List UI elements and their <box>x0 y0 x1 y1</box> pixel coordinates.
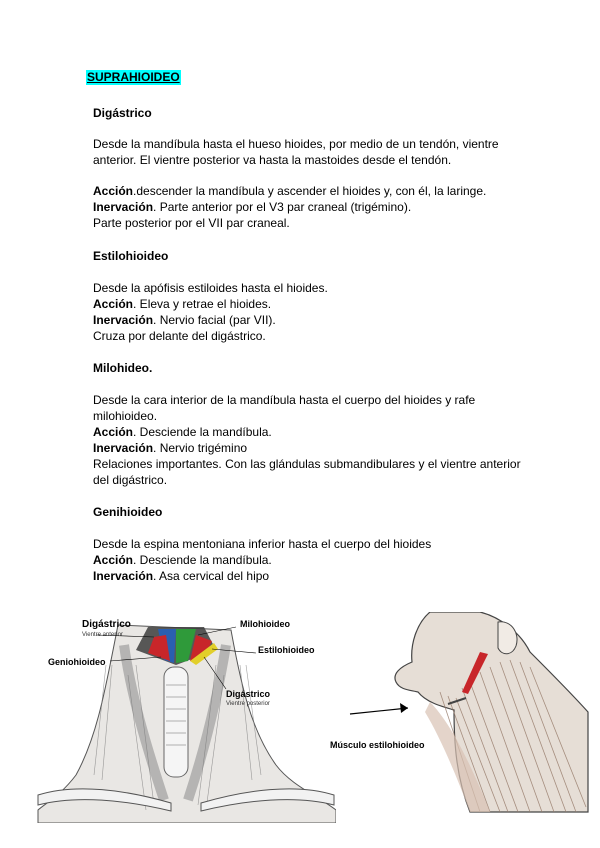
accion-text: . Desciende la mandíbula. <box>133 425 272 439</box>
accion-label: Acción <box>93 184 134 198</box>
accion-label: Acción <box>93 297 134 311</box>
inervacion-label: Inervación <box>93 200 154 214</box>
accion-label: Acción <box>93 425 134 439</box>
accion-line <box>93 424 543 440</box>
label-digastrico: Digástrico <box>82 619 131 630</box>
label-digastrico-posterior: Digástrico <box>226 689 271 699</box>
accion-label: Acción <box>93 553 134 567</box>
accion-text: .descender la mandíbula y ascender el hioides y, con él, la laringe. <box>133 184 487 198</box>
inervacion-text: . Nervio trigémino <box>153 441 248 455</box>
extra-line: Cruza por delante del digástrico. <box>93 329 266 343</box>
section-genihioideo <box>93 504 543 584</box>
desc-line: Desde la cara interior de la mandíbula hasta el cuerpo del hioides y rafe <box>93 393 476 407</box>
accion-text: . Desciende la mandíbula. <box>133 553 272 567</box>
label-vientre-posterior: Vientre posterior <box>226 701 270 707</box>
accion-line <box>93 296 543 312</box>
label-vientre-anterior: Vientre anterior <box>82 632 123 638</box>
heading-digastrico: Digástrico <box>93 106 152 120</box>
desc-line: anterior. El vientre posterior va hasta la mastoides desde el tendón. <box>93 153 452 167</box>
figure-suprahyoid-anterior <box>36 605 336 823</box>
extra-line: Parte posterior por el VII par craneal. <box>93 216 290 230</box>
label-milohioideo: Milohioideo <box>240 619 290 629</box>
desc-line: Desde la mandíbula hasta el hueso hioides, por medio de un tendón, vientre <box>93 137 499 151</box>
label-musculo-estilohioideo: Músculo estilohioideo <box>330 740 425 750</box>
inervacion-label: Inervación <box>93 569 154 583</box>
figure-estilohioideo-lateral <box>330 612 590 822</box>
section-title: SUPRAHIOIDEO <box>87 70 180 84</box>
heading-estilohioideo: Estilohioideo <box>93 249 169 263</box>
desc-line: Desde la apófisis estiloides hasta el hioides. <box>93 281 328 295</box>
inervacion-line <box>93 199 543 215</box>
inervacion-text: . Asa cervical del hipo <box>153 569 270 583</box>
section-digastrico <box>93 105 543 231</box>
neck-anterior-illustration <box>36 605 336 823</box>
desc-line: milohioideo. <box>93 409 158 423</box>
section-estilohioideo <box>93 248 543 344</box>
inervacion-line <box>93 440 543 456</box>
label-estilohioideo: Estilohioideo <box>258 645 315 655</box>
accion-text: . Eleva y retrae el hioides. <box>133 297 272 311</box>
heading-milohideo: Milohideo. <box>93 361 153 375</box>
relaciones-line: Relaciones importantes. Con las glándulas submandibulares y el vientre anterior <box>93 457 521 471</box>
label-genihioideo: Geniohioideo <box>48 657 106 667</box>
accion-line <box>93 552 543 568</box>
section-milohideo <box>93 360 543 488</box>
desc-line: Desde la espina mentoniana inferior hasta el cuerpo del hioides <box>93 537 432 551</box>
relaciones-line: del digástrico. <box>93 473 168 487</box>
inervacion-text: . Parte anterior por el V3 par craneal (trigémino). <box>153 200 412 214</box>
inervacion-text: . Nervio facial (par VII). <box>153 313 276 327</box>
neck-lateral-illustration <box>330 612 590 822</box>
accion-line <box>93 183 543 199</box>
inervacion-line <box>93 312 543 328</box>
inervacion-label: Inervación <box>93 441 154 455</box>
inervacion-line <box>93 568 543 584</box>
heading-genihioideo: Genihioideo <box>93 505 163 519</box>
inervacion-label: Inervación <box>93 313 154 327</box>
